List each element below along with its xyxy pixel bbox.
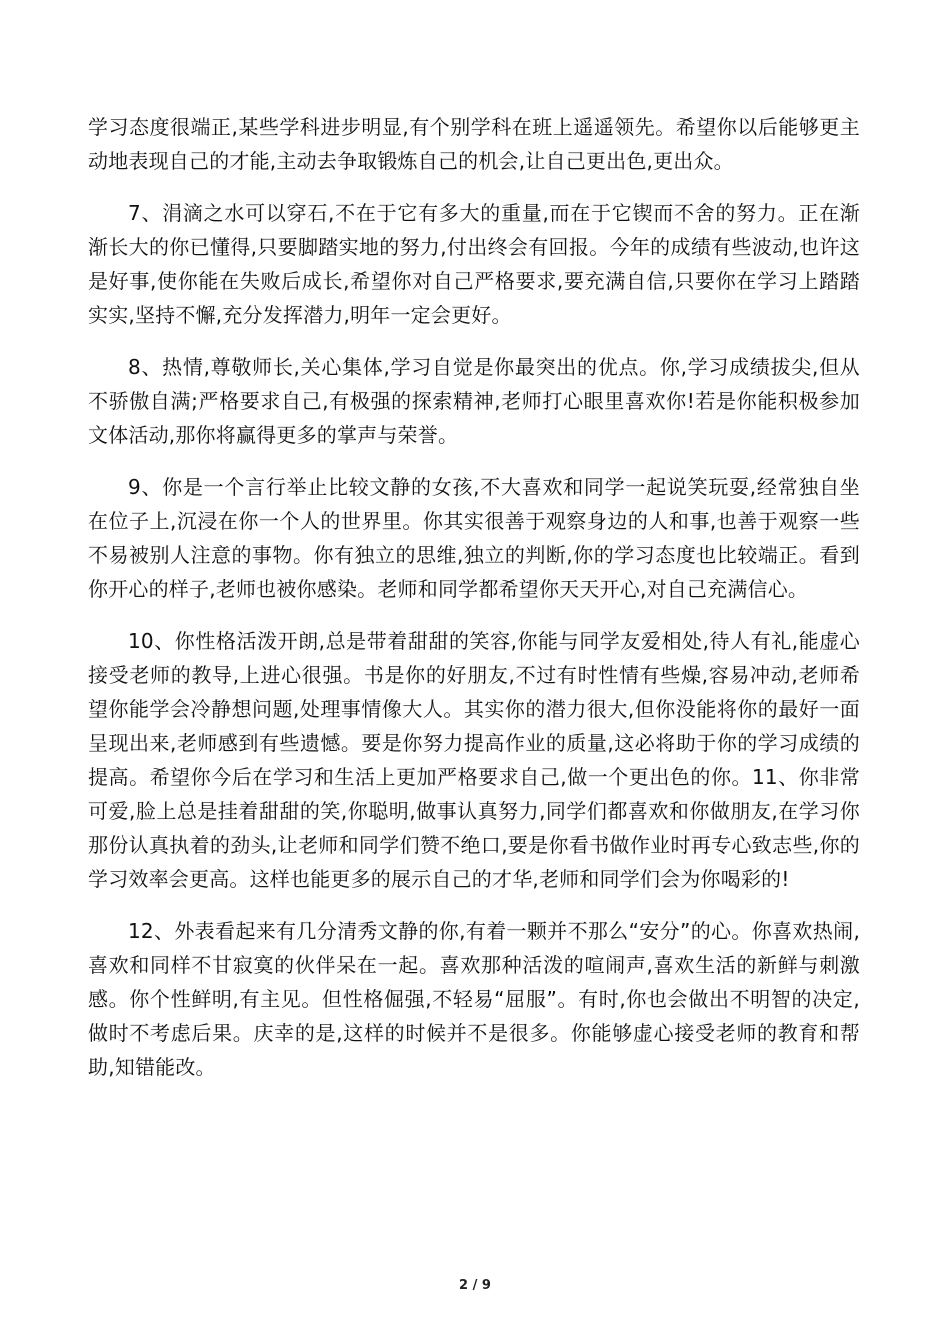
paragraph-item-9: 9、你是一个言行举止比较文静的女孩,不大喜欢和同学一起说笑玩耍,经常独自坐在位子上,沉浸在你一个人的世界里。你其实很善于观察身边的人和事,也善于观察一些不易被别人注意的事物。你有独立的思维,独立的判断,你的学习态度也比较端正。看到你开心的样子,老师也被你感染。老师和同学都希望你天天开心,对自己充满信心。 [88,475,860,601]
paragraph-item-7: 7、涓滴之水可以穿石,不在于它有多大的重量,而在于它锲而不舍的努力。正在渐渐长大的你已懂得,只要脚踏实地的努力,付出终会有回报。今年的成绩有些波动,也许这是好事,使你能在失败后成长,希望你对自己严格要求,要充满自信,只要你在学习上踏踏实实,坚持不懈,充分发挥潜力,明年一定会更好。 [88,201,860,327]
page-number: 2 / 9 [459,1278,491,1293]
paragraph-continuation: 学习态度很端正,某些学科进步明显,有个别学科在班上遥遥领先。希望你以后能够更主动地表现自己的才能,主动去争取锻炼自己的机会,让自己更出色,更出众。 [88,115,860,173]
paragraph-item-12: 12、外表看起来有几分清秀文静的你,有着一颗并不那么“安分”的心。你喜欢热闹,喜欢和同样不甘寂寞的伙伴呆在一起。喜欢那种活泼的喧闹声,喜欢生活的新鲜与刺激感。你个性鲜明,有主见。但性格倔强,不轻易“屈服”。有时,你也会做出不明智的决定,做时不考虑后果。庆幸的是,这样的时候并不是很多。你能够虚心接受老师的教育和帮助,知错能改。 [88,919,860,1079]
paragraph-item-8: 8、热情,尊敬师长,关心集体,学习自觉是你最突出的优点。你,学习成绩拔尖,但从不骄傲自满;严格要求自己,有极强的探索精神,老师打心眼里喜欢你!若是你能积极参加文体活动,那你将赢得更多的掌声与荣誉。 [88,355,860,447]
paragraph-item-10-11: 10、你性格活泼开朗,总是带着甜甜的笑容,你能与同学友爱相处,待人有礼,能虚心接受老师的教导,上进心很强。书是你的好朋友,不过有时性情有些燥,容易冲动,老师希望你能学会冷静想问题,处理事情像大人。其实你的潜力很大,但你没能将你的最好一面呈现出来,老师感到有些遗憾。要是你努力提高作业的质量,这必将助于你的学习成绩的提高。希望你今后在学习和生活上更加严格要求自己,做一个更出色的你。11、你非常可爱,脸上总是挂着甜甜的笑,你聪明,做事认真努力,同学们都喜欢和你做朋友,在学习你那份认真执着的劲头,让老师和同学们赞不绝口,要是你看书做作业时再专心致志些,你的学习效率会更高。这样也能更多的展示自己的才华,老师和同学们会为你喝彩的! [88,629,860,891]
document-body [88,110,860,1102]
